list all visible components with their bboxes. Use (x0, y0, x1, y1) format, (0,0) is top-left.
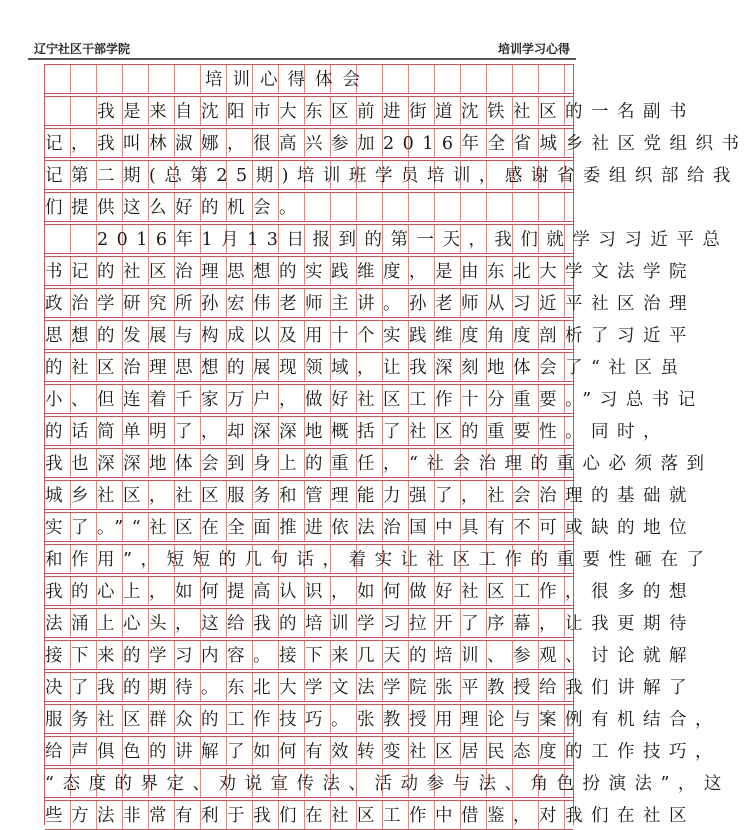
grid-row (45, 160, 739, 190)
essay-line: 我也深深地体会到身上的重任，“社会治理的重心必须落到 (45, 454, 713, 474)
grid-row (45, 608, 695, 638)
header-divider (28, 58, 576, 60)
grid-row (45, 96, 695, 126)
essay-line: 们提供这么好的机会。 (45, 198, 305, 218)
grid-row (45, 448, 713, 478)
grid-row (45, 224, 729, 254)
essay-line: 的社区治理思想的展现领域，让我深刻地体会了“社区虽 (45, 358, 687, 378)
essay-line: 接下来的学习内容。接下来几天的培训、参观、讨论就解 (45, 646, 695, 666)
grid-row (45, 672, 695, 702)
grid-row (45, 704, 721, 734)
grid-row (45, 640, 695, 670)
essay-line: 服务社区群众的工作技巧。张教授用理论与案例有机结合， (45, 710, 721, 730)
grid-row (45, 480, 695, 510)
essay-title: 培训心得体会 (205, 70, 370, 90)
essay-line: 我的心上，如何提高认识，如何做好社区工作，很多的想 (45, 582, 695, 602)
grid-row (45, 800, 695, 830)
essay-line: 实了。”“社区在全面推进依法治国中具有不可或缺的地位 (45, 518, 696, 538)
essay-line: 记，我叫林淑娜，很高兴参加2016年全省城乡社区党组织书 (45, 134, 748, 154)
essay-line: 和作用”，短短的几句话，着实让社区工作的重要性砸在了 (45, 550, 713, 570)
grid-row (45, 192, 573, 222)
essay-line: 思想的发展与构成以及用十个实践维度角度剖析了习近平 (45, 326, 695, 346)
grid-row (45, 64, 573, 94)
essay-line: 小、但连着千家万户，做好社区工作十分重要。”习总书记 (45, 390, 704, 410)
essay-line: 法涌上心头，这给我的培训学习拉开了序幕，让我更期待 (45, 614, 695, 634)
grid-row (45, 544, 713, 574)
essay-line: “态度的界定、劝说宣传法、活动参与法、角色扮演法”，这 (45, 774, 730, 794)
grid-row (45, 512, 696, 542)
institution-name: 辽宁社区干部学院 (34, 42, 131, 56)
essay-line: 给声俱色的讲解了如何有效转变社区居民态度的工作技巧， (45, 742, 721, 762)
grid-paper (44, 64, 748, 826)
grid-row (45, 352, 687, 382)
grid-row (45, 128, 748, 158)
essay-line: 些方法非常有利于我们在社区工作中借鉴，对我们在社区 (45, 806, 695, 826)
grid-row (45, 768, 730, 798)
grid-row (45, 320, 695, 350)
essay-line: 决了我的期待。东北大学文法学院张平教授给我们讲解了 (45, 678, 695, 698)
grid-row (45, 384, 704, 414)
document-category: 培训学习心得 (497, 42, 570, 56)
grid-row (45, 256, 695, 286)
essay-line: 我是来自沈阳市大东区前进街道沈铁社区的一名副书 (97, 102, 695, 122)
grid-row (45, 416, 669, 446)
page-header (0, 0, 600, 60)
grid-row (45, 736, 721, 766)
grid-row (45, 288, 695, 318)
essay-line: 政治学研究所孙宏伟老师主讲。孙老师从习近平社区治理 (45, 294, 695, 314)
essay-line: 的话简单明了，却深深地概括了社区的重要性。同时， (45, 422, 669, 442)
grid-row (45, 576, 695, 606)
essay-line: 记第二期(总第25期)培训班学员培训，感谢省委组织部给我 (45, 166, 739, 186)
essay-line: 城乡社区，社区服务和管理能力强了，社会治理的基础就 (45, 486, 695, 506)
essay-line: 2016年1月13日报到的第一天，我们就学习习近平总 (97, 230, 729, 250)
essay-line: 书记的社区治理思想的实践维度，是由东北大学文法学院 (45, 262, 695, 282)
